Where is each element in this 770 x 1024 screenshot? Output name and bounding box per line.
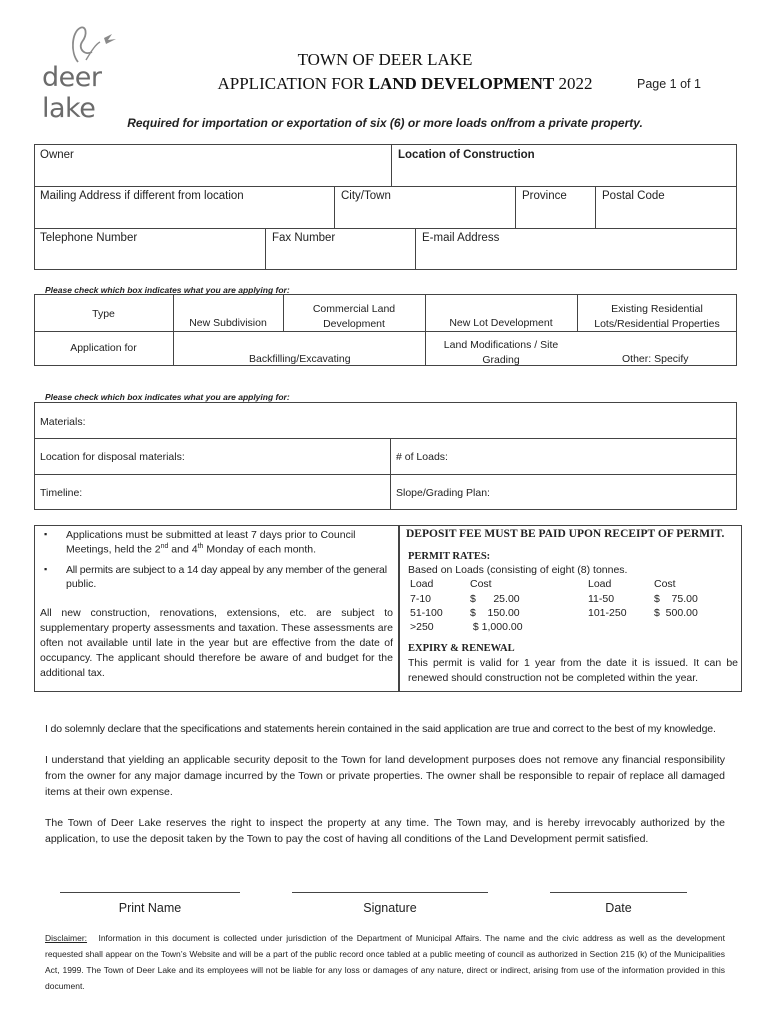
disposal-location-field[interactable]: Location for disposal materials: <box>40 451 185 463</box>
print-name-label: Print Name <box>118 901 182 915</box>
city-field[interactable]: City/Town <box>341 190 391 202</box>
bullet-sup: th <box>197 543 204 550</box>
owner-col-divider <box>415 228 416 270</box>
commercial-line2: Development <box>323 318 385 330</box>
email-field[interactable]: E-mail Address <box>422 232 500 244</box>
bullet-line: Applications must be submitted at least 7 days prior to Council <box>66 529 356 541</box>
option-commercial[interactable] <box>283 302 425 332</box>
materials-field[interactable]: Materials: <box>40 416 86 428</box>
rate-cost: $ 25.00 <box>470 593 520 605</box>
option-backfilling[interactable]: Backfilling/Excavating <box>249 353 351 365</box>
land-mod-line2: Grading <box>482 354 520 366</box>
declaration-paragraph: The Town of Deer Lake reserves the right to inspect the property at any time. The Town may, and is hereby irrevocably authorized by the application, to use the deposit taken by the Town to pay the cost of having all conditions of the Land Development permit satisfied. <box>45 817 725 845</box>
owner-col-divider <box>391 144 392 186</box>
application-for-label: Application for <box>70 342 137 354</box>
mailing-address-field[interactable]: Mailing Address if different from location <box>40 190 244 202</box>
rates-title: PERMIT RATES: <box>408 551 491 562</box>
owner-row-divider <box>34 228 737 229</box>
materials-row-divider <box>34 474 737 475</box>
bullet-line: All permits are subject to a 14 day appeal by any member of the general <box>66 564 387 576</box>
commercial-line1: Commercial Land <box>312 303 396 315</box>
owner-row-divider <box>34 186 737 187</box>
owner-box <box>34 144 737 270</box>
type-col-divider <box>173 294 174 366</box>
owner-col-divider <box>515 186 516 228</box>
rate-load: >250 <box>410 621 434 633</box>
logo <box>40 22 130 124</box>
col-load-header: Load <box>410 578 434 590</box>
col-load-header: Load <box>588 578 612 590</box>
timeline-field[interactable]: Timeline: <box>40 487 83 499</box>
land-mod-line1: Land Modifications / Site <box>443 339 559 351</box>
postal-code-field[interactable]: Postal Code <box>602 190 665 202</box>
existing-line1: Existing Residential <box>611 303 703 315</box>
check-note: Please check which box indicates what you are applying for: <box>45 285 290 295</box>
materials-row-divider <box>34 438 737 439</box>
print-name-line[interactable] <box>60 892 240 893</box>
page-number: Page 1 of 1 <box>637 77 701 91</box>
header-prefix: APPLICATION FOR <box>217 74 369 93</box>
logo-text: deer lake <box>42 62 102 124</box>
declaration-paragraph: I do solemnly declare that the specifications and statements herein contained in the said application are true and correct to the best of my knowledge. <box>45 723 716 735</box>
option-new-lot[interactable]: New Lot Development <box>449 317 553 329</box>
signature-line[interactable] <box>292 892 488 893</box>
option-other-specify[interactable]: Other: Specify <box>622 353 689 365</box>
rates-basis: Based on Loads (consisting of eight (8) tonnes. <box>408 564 628 576</box>
rate-load: 7-10 <box>410 593 432 605</box>
bullet-line: public. <box>66 578 97 590</box>
rate-cost: $ 1,000.00 <box>470 621 523 633</box>
fax-field[interactable]: Fax Number <box>272 232 336 244</box>
rate-cost: $ 150.00 <box>470 607 520 619</box>
bullet-part: Meetings, held the 2 <box>66 543 161 556</box>
option-land-modifications[interactable] <box>425 338 577 368</box>
owner-col-divider <box>265 228 266 270</box>
header-bold: LAND DEVELOPMENT <box>368 74 555 93</box>
materials-col-divider <box>390 438 391 510</box>
owner-col-divider <box>334 186 335 228</box>
bullet-part: Monday of each month. <box>203 543 317 556</box>
rate-load: 11-50 <box>588 593 615 605</box>
slope-grading-field[interactable]: Slope/Grading Plan: <box>396 487 490 499</box>
info-bullet: ▪ <box>44 529 48 539</box>
signature-label: Signature <box>363 901 417 915</box>
declaration-paragraph: I understand that yielding an applicable security deposit to the Town for land development purposes does not remove any financial responsibility from the owner for any major damage incurred by the Town or private properties. The owner shall be responsible to repair of replace all damaged items at their own expense. <box>45 754 725 798</box>
option-existing-residential[interactable] <box>577 302 737 332</box>
location-field[interactable]: Location of Construction <box>398 149 535 161</box>
rate-cost: $ 75.00 <box>654 593 698 605</box>
header-year: 2022 <box>554 74 593 93</box>
date-line[interactable] <box>550 892 687 893</box>
loads-count-field[interactable]: # of Loads: <box>396 451 448 463</box>
bullet-sup: nd <box>160 543 169 550</box>
existing-line2: Lots/Residential Properties <box>594 318 720 330</box>
bullet-part: and 4 <box>168 543 198 556</box>
col-cost-header: Cost <box>654 578 676 590</box>
owner-field[interactable]: Owner <box>40 149 74 161</box>
owner-col-divider <box>595 186 596 228</box>
disclaimer-label: Disclaimer: <box>45 933 88 943</box>
expiry-title: EXPIRY & RENEWAL <box>408 643 515 654</box>
deer-lake-logo-mark <box>40 22 130 66</box>
col-cost-header: Cost <box>470 578 492 590</box>
rate-load: 101-250 <box>588 607 627 619</box>
disclaimer <box>45 930 725 994</box>
rate-load: 51-100 <box>410 607 443 619</box>
info-bullet: ▪ <box>44 564 48 574</box>
check-note: Please check which box indicates what you are applying for: <box>45 392 290 402</box>
header-application <box>200 74 610 94</box>
telephone-field[interactable]: Telephone Number <box>40 232 138 244</box>
option-new-subdivision[interactable]: New Subdivision <box>189 317 267 329</box>
disclaimer-text: Information in this document is collected under jurisdiction of the Department of Municipal Affairs. The name and the civic address as well as the development requested shall appear on the Town’s Website and will be a part of the public record once tabled at a public meeting of council as authorized in Section 215 (k) of the Municipalities Act, 1999. The Town of Deer Lake and its employees will not be liable for any loss or damages of any nature, direct or indirect, arising from use of the information provided in this document. <box>45 933 725 991</box>
assessment-paragraph: All new construction, renovations, extensions, etc. are subject to supplementary property assessments and taxation. These assessments are often not available until late in the year but are effective from the date of occupancy. The applicant should therefore be aware of and budget for the additional tax. <box>40 607 393 679</box>
province-field[interactable]: Province <box>522 190 567 202</box>
deposit-notice: DEPOSIT FEE MUST BE PAID UPON RECEIPT OF PERMIT. <box>406 528 725 540</box>
expiry-text: This permit is valid for 1 year from the date it is issued. It can be renewed should construction not be completed within the year. <box>408 657 738 684</box>
bullet-line <box>66 543 316 556</box>
rate-cost: $ 500.00 <box>654 607 698 619</box>
date-label: Date <box>605 901 632 915</box>
header-town: TOWN OF DEER LAKE <box>297 50 473 69</box>
subtitle: Required for importation or exportation of six (6) or more loads on/from a private property. <box>127 116 643 130</box>
type-label: Type <box>92 308 115 320</box>
